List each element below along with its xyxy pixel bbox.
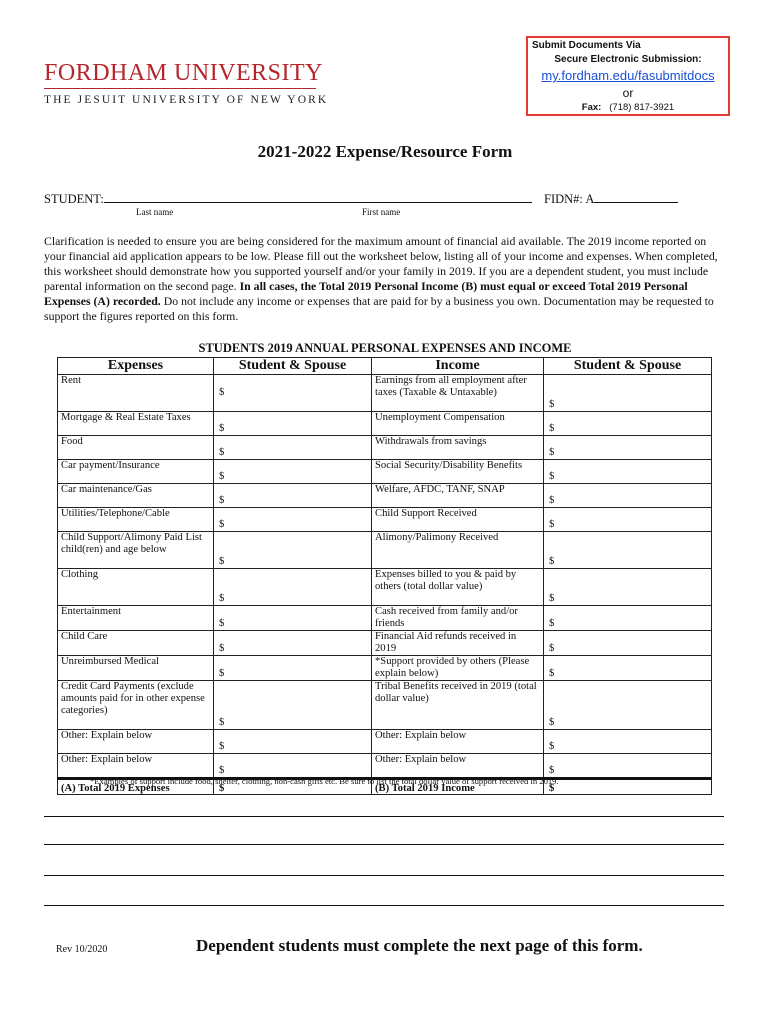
income-amount-field[interactable]: $ bbox=[544, 460, 712, 484]
table-row bbox=[58, 508, 712, 532]
submit-fax bbox=[528, 102, 728, 113]
submit-documents-box bbox=[526, 36, 730, 116]
income-label: Earnings from all employment after taxes (Taxable & Untaxable) bbox=[372, 375, 544, 412]
explanation-line[interactable] bbox=[44, 816, 724, 817]
expense-amount-field[interactable]: $ bbox=[214, 508, 372, 532]
table-row bbox=[58, 681, 712, 730]
submit-heading: Submit Documents Via bbox=[532, 40, 641, 51]
income-label: Cash received from family and/or friends bbox=[372, 606, 544, 631]
table-row bbox=[58, 436, 712, 460]
income-label: Other: Explain below bbox=[372, 730, 544, 754]
table-row bbox=[58, 730, 712, 754]
table-row bbox=[58, 484, 712, 508]
expense-amount-field[interactable]: $ bbox=[214, 436, 372, 460]
submit-subheading: Secure Electronic Submission: bbox=[554, 54, 702, 65]
student-label: STUDENT: bbox=[44, 192, 104, 206]
expense-label: Other: Explain below bbox=[58, 730, 214, 754]
expense-label: Credit Card Payments (exclude amounts paid for in other expense categories) bbox=[58, 681, 214, 730]
income-amount-field[interactable]: $ bbox=[544, 484, 712, 508]
expense-amount-field[interactable]: $ bbox=[214, 375, 372, 412]
table-title: STUDENTS 2019 ANNUAL PERSONAL EXPENSES AND INCOME bbox=[198, 341, 572, 355]
table-row bbox=[58, 606, 712, 631]
expense-label: Entertainment bbox=[58, 606, 214, 631]
fax-number: (718) 817-3921 bbox=[609, 102, 675, 113]
income-label: Social Security/Disability Benefits bbox=[372, 460, 544, 484]
expense-label: Clothing bbox=[58, 569, 214, 606]
explanation-line[interactable] bbox=[44, 844, 724, 845]
expense-label: Unreimbursed Medical bbox=[58, 656, 214, 681]
last-name-label: Last name bbox=[136, 207, 174, 217]
expense-label: Rent bbox=[58, 375, 214, 412]
table-row bbox=[58, 656, 712, 681]
total-expenses-label: (A) Total 2019 Expenses bbox=[58, 779, 214, 795]
table-row bbox=[58, 754, 712, 779]
expense-amount-field[interactable]: $ bbox=[214, 460, 372, 484]
logo-rule bbox=[44, 88, 316, 89]
income-label: Unemployment Compensation bbox=[372, 412, 544, 436]
expense-amount-field[interactable]: $ bbox=[214, 569, 372, 606]
income-label: Alimony/Palimony Received bbox=[372, 532, 544, 569]
income-label: *Support provided by others (Please explain below) bbox=[372, 656, 544, 681]
expense-amount-field[interactable]: $ bbox=[214, 606, 372, 631]
table-row bbox=[58, 631, 712, 656]
expense-label: Utilities/Telephone/Cable bbox=[58, 508, 214, 532]
header-income: Income bbox=[372, 358, 544, 375]
income-amount-field[interactable]: $ bbox=[544, 631, 712, 656]
income-amount-field[interactable]: $ bbox=[544, 508, 712, 532]
income-label: Financial Aid refunds received in 2019 bbox=[372, 631, 544, 656]
income-amount-field[interactable]: $ bbox=[544, 436, 712, 460]
university-logo-name: FORDHAM UNIVERSITY bbox=[44, 60, 324, 86]
form-title: 2021-2022 Expense/Resource Form bbox=[257, 142, 513, 161]
expense-amount-field[interactable]: $ bbox=[214, 532, 372, 569]
header-expenses: Expenses bbox=[58, 358, 214, 375]
instructions-bold: In all cases, the Total 2019 Personal Income (B) must equal or exceed Total 2019 Personal Expenses (A) recorded. bbox=[44, 279, 688, 308]
income-label: Child Support Received bbox=[372, 508, 544, 532]
expense-amount-field[interactable]: $ bbox=[214, 730, 372, 754]
expense-label: Car payment/Insurance bbox=[58, 460, 214, 484]
submit-or: or bbox=[622, 86, 634, 100]
expense-label: Food bbox=[58, 436, 214, 460]
explanation-line[interactable] bbox=[44, 875, 724, 876]
submit-link[interactable]: my.fordham.edu/fasubmitdocs bbox=[541, 68, 715, 83]
fax-label: Fax: bbox=[581, 102, 602, 113]
instructions-part2: Do not include any income or expenses that are paid for by a business you own. Documentation may be requested to support the figures reported on this form. bbox=[44, 294, 714, 323]
expense-amount-field[interactable]: $ bbox=[214, 631, 372, 656]
income-label: Other: Explain below bbox=[372, 754, 544, 779]
student-name-field[interactable] bbox=[104, 192, 532, 203]
student-name-line bbox=[44, 192, 532, 207]
expense-amount-field[interactable]: $ bbox=[214, 412, 372, 436]
table-row bbox=[58, 532, 712, 569]
table-row bbox=[58, 569, 712, 606]
income-label: Expenses billed to you & paid by others (total dollar value) bbox=[372, 569, 544, 606]
table-row bbox=[58, 412, 712, 436]
first-name-label: First name bbox=[362, 207, 401, 217]
expense-label: Child Care bbox=[58, 631, 214, 656]
income-amount-field[interactable]: $ bbox=[544, 730, 712, 754]
instructions-part1: Clarification is needed to ensure you are being considered for the maximum amount of financial aid available. The 2019 income reported on your financial aid application appears to be low. Please fill out the worksheet below, listing all of your income and expenses. When completed, this worksheet should demonstrate how you supported yourself and/or your family in 2019. If you are a dependent student, you must include parental information on the second page. bbox=[44, 234, 718, 293]
expense-amount-field[interactable]: $ bbox=[214, 484, 372, 508]
fidn-label: FIDN#: A bbox=[544, 192, 595, 206]
expense-label: Mortgage & Real Estate Taxes bbox=[58, 412, 214, 436]
income-label: Withdrawals from savings bbox=[372, 436, 544, 460]
revision-date: Rev 10/2020 bbox=[56, 944, 108, 955]
expense-amount-field[interactable]: $ bbox=[214, 754, 372, 779]
income-amount-field[interactable]: $ bbox=[544, 412, 712, 436]
income-label: Welfare, AFDC, TANF, SNAP bbox=[372, 484, 544, 508]
total-income-field[interactable]: $ bbox=[544, 779, 712, 795]
expenses-income-table bbox=[57, 357, 712, 795]
fidn-line bbox=[544, 192, 678, 207]
table-row bbox=[58, 375, 712, 412]
support-footnote: *Examples of support include food, shelter, clothing, non-cash gifts etc. Be sure to list the total dollar value of support received in 2019. bbox=[90, 776, 559, 786]
fidn-field[interactable] bbox=[594, 192, 678, 203]
table-row bbox=[58, 460, 712, 484]
dependent-students-note: Dependent students must complete the next page of this form. bbox=[196, 936, 643, 955]
income-amount-field[interactable]: $ bbox=[544, 532, 712, 569]
university-tagline: THE JESUIT UNIVERSITY OF NEW YORK bbox=[44, 94, 329, 106]
income-amount-field[interactable]: $ bbox=[544, 569, 712, 606]
expense-amount-field[interactable]: $ bbox=[214, 681, 372, 730]
header-student-spouse-expenses: Student & Spouse bbox=[214, 358, 372, 375]
expense-label: Child Support/Alimony Paid List child(ren) and age below bbox=[58, 532, 214, 569]
income-amount-field[interactable]: $ bbox=[544, 375, 712, 412]
expense-label: Other: Explain below bbox=[58, 754, 214, 779]
explanation-line[interactable] bbox=[44, 905, 724, 906]
income-amount-field[interactable]: $ bbox=[544, 681, 712, 730]
instructions-paragraph bbox=[44, 234, 724, 324]
income-label: Tribal Benefits received in 2019 (total dollar value) bbox=[372, 681, 544, 730]
income-amount-field[interactable]: $ bbox=[544, 606, 712, 631]
income-amount-field[interactable]: $ bbox=[544, 656, 712, 681]
income-amount-field[interactable]: $ bbox=[544, 754, 712, 779]
expense-label: Car maintenance/Gas bbox=[58, 484, 214, 508]
total-income-label: (B) Total 2019 Income bbox=[372, 779, 544, 795]
expense-amount-field[interactable]: $ bbox=[214, 656, 372, 681]
header-student-spouse-income: Student & Spouse bbox=[544, 358, 712, 375]
total-expenses-field[interactable]: $ bbox=[214, 779, 372, 795]
